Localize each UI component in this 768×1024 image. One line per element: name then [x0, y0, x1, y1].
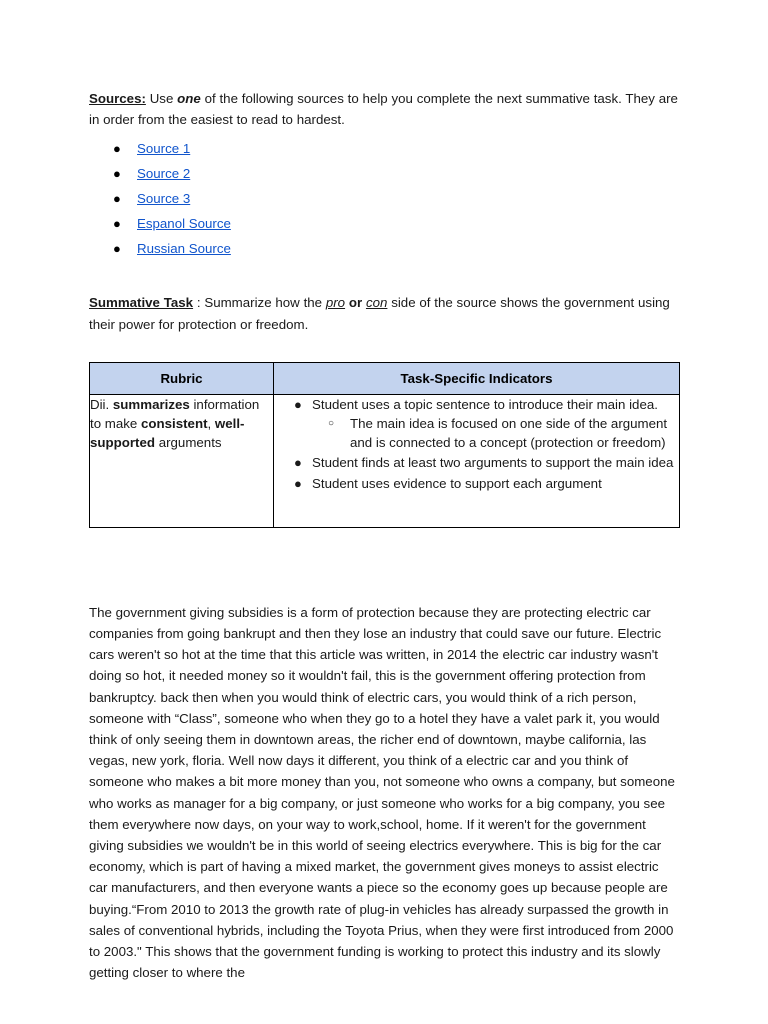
- bullet-icon: ●: [113, 166, 121, 182]
- link-source-2[interactable]: Source 2: [137, 166, 191, 182]
- source-link-list: [89, 136, 679, 261]
- list-item: [274, 453, 679, 472]
- link-espanol-source[interactable]: Espanol Source: [137, 216, 231, 232]
- indicator-list: [274, 395, 679, 493]
- rubric-table: [89, 362, 680, 528]
- table-row: [90, 394, 680, 527]
- list-item: [274, 474, 679, 493]
- summative-con: con: [365, 295, 388, 311]
- summative-conjunction: or: [345, 295, 366, 311]
- list-item: [89, 161, 679, 186]
- sources-intro-emphasis: one: [177, 91, 201, 106]
- rubric-mid-1: information to make: [90, 396, 260, 432]
- bullet-icon: ●: [294, 475, 302, 491]
- bullet-icon: ●: [294, 396, 302, 412]
- table-header-row: [90, 362, 680, 394]
- hollow-bullet-icon: ○: [328, 418, 335, 430]
- rubric-bold-consistent: consistent: [141, 416, 208, 432]
- document-body: [89, 88, 679, 997]
- list-item: [89, 186, 679, 211]
- rubric-prefix: Dii.: [90, 396, 113, 412]
- list-item: [274, 395, 679, 453]
- rubric-criterion-text: [90, 395, 273, 453]
- task-indicators-cell: [274, 394, 680, 527]
- sources-heading: Sources:: [89, 91, 146, 106]
- indicator-text: Student finds at least two arguments to support the main idea: [312, 455, 674, 471]
- rubric-bold-summarizes: summarizes: [112, 396, 190, 412]
- rubric-suffix: arguments: [155, 435, 222, 451]
- table-header-indicators: Task-Specific Indicators: [274, 362, 680, 394]
- sources-paragraph: [89, 88, 679, 130]
- link-source-3[interactable]: Source 3: [137, 191, 191, 207]
- summative-task-paragraph: [89, 292, 679, 334]
- rubric-bold-well-supported: well-supported: [90, 416, 245, 451]
- indicator-text: Student uses a topic sentence to introduce their main idea.: [312, 396, 658, 412]
- bullet-icon: ●: [113, 241, 121, 257]
- rubric-criterion-cell: [90, 394, 274, 527]
- essay-paragraph: The government giving subsidies is a form of protection because they are protecting electric car companies from going bankrupt and then they lose an industry that could save our future. Electric cars weren't so hot at the time that this article was written, in 2014 the electric car industry wasn't doing so hot, it needed money so it wouldn't fail, this is the government offering protection from bankruptcy. back then when you would think of electric cars, you would think of a rich person, someone with “Class”, someone who when they go to a hotel they have a valet park it, you would think of only seeing them in downtown areas, the richer end of downtown, maybe california, las vegas, new york, floria. Well now days it different, you think of a electric car and you think of someone who makes a bit more money than you, not someone who owns a company, but someone who works as manager for a big company, or just someone who works for a big company, you see them everywhere now days, on your way to work,school, home. If it weren't for the government giving subsidies we wouldn't be in this world of seeing electrics everywhere. This is big for the car economy, which is part of having a mixed market, the government gives moneys to assist electric car manufacturers, and then everyone wants a piece so the economy goes up because people are buying.“From 2010 to 2013 the growth rate of plug-in vehicles has already surpassed the growth in sales of conventional hybrids, including the Toyota Prius, when they were first introduced from 2000 to 2003." This shows that the government funding is working to protect this industry and its slowly getting closer to where the: [89, 604, 675, 981]
- link-source-1[interactable]: Source 1: [137, 141, 191, 157]
- indicator-sub-list: [312, 414, 679, 452]
- bullet-icon: ●: [113, 216, 121, 232]
- list-item: [312, 414, 679, 452]
- bullet-icon: ●: [294, 455, 302, 471]
- rubric-mid-2: ,: [207, 416, 215, 432]
- sources-intro-part2: of the following sources to help you complete the next summative task. They are in order from the easiest to read to hardest.: [89, 91, 678, 128]
- bullet-icon: ●: [113, 191, 121, 207]
- summative-after-heading: : Summarize how the: [193, 295, 326, 311]
- indicator-text: Student uses evidence to support each argument: [312, 475, 602, 491]
- list-item: [89, 211, 679, 236]
- summative-task-heading: Summative Task: [89, 295, 194, 311]
- list-item: [89, 136, 679, 161]
- indicator-sub-text: The main idea is focused on one side of the argument and is connected to a concept (protection or freedom): [350, 416, 668, 451]
- summative-pro: pro: [325, 295, 346, 311]
- list-item: [89, 236, 679, 261]
- table-header-rubric: Rubric: [90, 362, 274, 394]
- link-russian-source[interactable]: Russian Source: [137, 241, 231, 257]
- sources-intro-part1: Use: [145, 91, 178, 106]
- summative-tail: side of the source shows the government using their power for protection or freedom.: [89, 295, 670, 332]
- bullet-icon: ●: [113, 141, 121, 157]
